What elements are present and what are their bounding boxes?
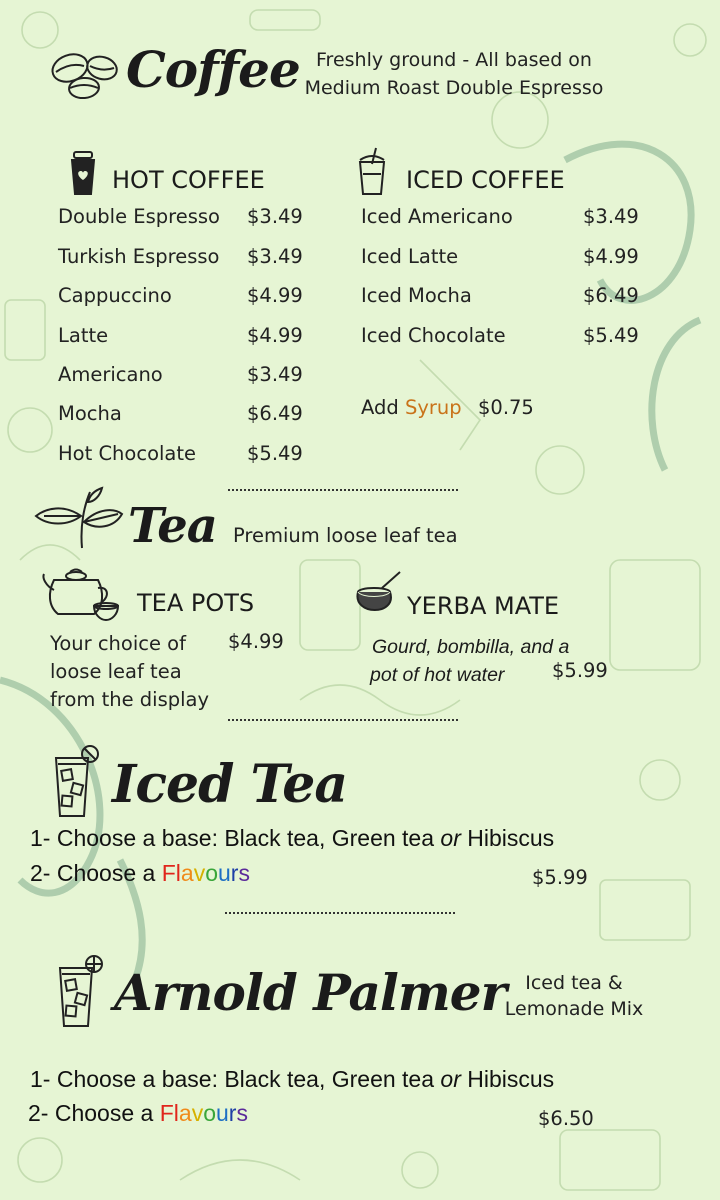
flavours-letter: r xyxy=(228,1100,237,1126)
flavours-letter: u xyxy=(215,1100,229,1126)
coffee-beans-icon xyxy=(48,46,126,102)
flavours-letter: o xyxy=(203,1100,216,1126)
iced-tea-step-1-suffix: Hibiscus xyxy=(460,825,555,851)
hot-item-name-2: Cappuccino xyxy=(58,284,172,307)
iced-tea-glass-icon xyxy=(50,740,102,820)
hot-item-name-3: Latte xyxy=(58,324,109,347)
flavours-letter: o xyxy=(205,860,218,886)
coffee-title: Coffee xyxy=(126,40,300,99)
flavours-letter: a xyxy=(178,1100,192,1126)
tea-pots-desc-line2: loose leaf tea xyxy=(50,660,182,683)
add-syrup-price: $0.75 xyxy=(478,396,534,419)
iced-item-price-0: $3.49 xyxy=(583,205,639,228)
flavours-letter: F xyxy=(159,1100,174,1126)
tea-pots-desc xyxy=(50,630,209,714)
hot-item-price-6: $5.49 xyxy=(247,442,303,465)
divider-tea xyxy=(228,719,458,721)
add-syrup-line xyxy=(361,396,462,419)
arnold-palmer-step-2 xyxy=(28,1100,248,1127)
hot-item-price-1: $3.49 xyxy=(247,245,303,268)
hot-item-price-5: $6.49 xyxy=(247,402,303,425)
yerba-mate-price: $5.99 xyxy=(552,659,608,682)
iced-tea-step-1-or: or xyxy=(440,825,461,851)
hot-coffee-heading: HOT COFFEE xyxy=(112,166,265,194)
hot-item-name-0: Double Espresso xyxy=(58,205,220,228)
tea-leaves-icon xyxy=(34,486,124,552)
hot-item-price-3: $4.99 xyxy=(247,324,303,347)
flavours-letter: s xyxy=(238,860,250,886)
arnold-palmer-flavours xyxy=(160,1100,248,1126)
teapot-icon xyxy=(42,566,126,624)
iced-tea-title: Iced Tea xyxy=(112,754,348,815)
lemonade-glass-icon xyxy=(54,950,106,1030)
coffee-subtitle xyxy=(288,46,620,102)
arnold-palmer-subtitle-line2: Lemonade Mix xyxy=(504,998,644,1020)
flavours-letter: v xyxy=(191,1100,204,1126)
yerba-mate-desc-line1: Gourd, bombilla, and a xyxy=(372,636,570,658)
arnold-palmer-step-1-suffix: Hibiscus xyxy=(460,1066,555,1092)
iced-coffee-cup-icon xyxy=(356,146,388,198)
flavours-letter: l xyxy=(173,1100,179,1126)
yerba-mate-desc-line2: pot of hot water xyxy=(370,664,505,686)
tea-subtitle: Premium loose leaf tea xyxy=(233,524,458,547)
iced-item-price-3: $5.49 xyxy=(583,324,639,347)
coffee-cup-icon xyxy=(68,150,98,196)
iced-tea-step-1 xyxy=(30,825,554,852)
arnold-palmer-title: Arnold Palmer xyxy=(114,963,506,1022)
hot-item-price-0: $3.49 xyxy=(247,205,303,228)
iced-item-name-0: Iced Americano xyxy=(361,205,513,228)
tea-pots-desc-line1: Your choice of xyxy=(50,632,186,655)
iced-item-name-1: Iced Latte xyxy=(361,245,459,268)
mate-gourd-icon xyxy=(352,570,404,626)
divider-coffee xyxy=(228,489,458,491)
flavours-letter: v xyxy=(193,860,206,886)
hot-item-price-2: $4.99 xyxy=(247,284,303,307)
iced-coffee-heading: ICED COFFEE xyxy=(406,166,565,194)
arnold-palmer-subtitle-line1: Iced tea & xyxy=(525,972,623,994)
hot-item-name-6: Hot Chocolate xyxy=(58,442,197,465)
flavours-letter: F xyxy=(161,860,176,886)
iced-tea-flavours xyxy=(162,860,250,886)
iced-tea-step-1-prefix: 1- Choose a base: Black tea, Green tea xyxy=(30,825,441,851)
arnold-palmer-step-1 xyxy=(30,1066,554,1093)
hot-item-price-4: $3.49 xyxy=(247,363,303,386)
iced-item-name-2: Iced Mocha xyxy=(361,284,472,307)
hot-item-name-4: Americano xyxy=(58,363,163,386)
hot-item-name-5: Mocha xyxy=(58,402,122,425)
yerba-mate-heading: YERBA MATE xyxy=(407,592,560,620)
iced-tea-step-2 xyxy=(30,860,250,887)
flavours-letter: r xyxy=(230,860,239,886)
arnold-palmer-step-2-prefix: 2- Choose a xyxy=(28,1100,160,1126)
arnold-palmer-subtitle xyxy=(494,970,654,1022)
iced-item-price-2: $6.49 xyxy=(583,284,639,307)
flavours-letter: a xyxy=(180,860,194,886)
coffee-subtitle-line1: Freshly ground - All based on xyxy=(316,49,592,71)
flavours-letter: u xyxy=(217,860,231,886)
arnold-palmer-step-1-or: or xyxy=(440,1066,461,1092)
iced-tea-step-2-prefix: 2- Choose a xyxy=(30,860,162,886)
flavours-letter: l xyxy=(175,860,181,886)
add-syrup-prefix: Add xyxy=(361,396,405,419)
iced-item-price-1: $4.99 xyxy=(583,245,639,268)
hot-item-name-1: Turkish Espresso xyxy=(58,245,220,268)
tea-pots-desc-line3: from the display xyxy=(50,688,210,711)
tea-title: Tea xyxy=(128,498,217,554)
add-syrup-word: Syrup xyxy=(404,396,462,419)
divider-iced-tea xyxy=(225,912,455,914)
iced-item-name-3: Iced Chocolate xyxy=(361,324,506,347)
arnold-palmer-price: $6.50 xyxy=(538,1107,594,1130)
flavours-letter: s xyxy=(236,1100,248,1126)
coffee-subtitle-line2: Medium Roast Double Espresso xyxy=(304,77,604,99)
tea-pots-price: $4.99 xyxy=(228,630,284,653)
iced-tea-price: $5.99 xyxy=(532,866,588,889)
tea-pots-heading: TEA POTS xyxy=(137,589,255,617)
arnold-palmer-step-1-prefix: 1- Choose a base: Black tea, Green tea xyxy=(30,1066,441,1092)
